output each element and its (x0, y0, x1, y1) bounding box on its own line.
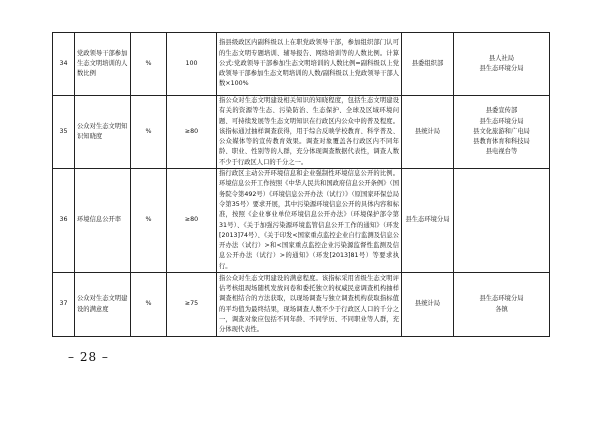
cooperating-department: 县委宣传部 (485, 107, 518, 115)
indicator-description: 指行政区主动公开环境信息和企业强制性环境信息公开的比例。环境信息公开工作按照《中华人民共和国政府信息公开条例》（国务院令第492号）《环境信息公开办法（试行）》（原国家环保总局令第35号）要求开展，其中污染源环境信息公开的具体内容和标准，按照《企业事业单位环境信息公开办法》（环境保护部令第31号）、《关于加强污染源环境监管信息公开工作的通知》（环发[2013]74号）、《关于印发<国家重点监控企业自行监测及信息公开办法（试行）>和<国家重点监控企业污染源监督性监测及信息公开办法（试行）>的通知》（环发[2013]81号）等要求执行。 (217, 169, 402, 273)
cooperating-department: 县电视台等 (485, 148, 518, 156)
row-number: 34 (53, 33, 75, 96)
indicator-table (52, 32, 550, 337)
cooperating-departments (454, 169, 550, 273)
cooperating-department: 县教育体育和科技局 (473, 138, 530, 146)
cooperating-department: 县生态环境分局 (479, 117, 524, 125)
cooperating-departments (454, 33, 550, 96)
cooperating-department: 各镇 (495, 305, 508, 313)
indicator-description: 指公众对生态文明建设相关知识的知晓程度，包括生态文明建设有关的资源等生态、污染防治、生态保护、全球及区域环境问题、可持续发展等生态文明知识在行政区内公众中的普及程度。该指标通过抽样调查获得，用于综合反映学校教育、科学普及、公众媒体等的宣传教育效果。调查对象覆盖各行政区内不同年龄、职业、性别等的人群，充分体现调查数据代表性，调查人数不少于行政区人口的千分之一。 (217, 96, 402, 169)
unit: % (131, 96, 167, 169)
indicator-name: 党政领导干部参加生态文明培训的人数比例 (75, 33, 131, 96)
target-value: ≥80 (167, 169, 217, 273)
page-number: – 28 – (68, 350, 109, 364)
lead-department: 县统计局 (402, 273, 454, 337)
table-row (53, 96, 550, 169)
unit: % (131, 273, 167, 337)
table-row (53, 273, 550, 337)
cooperating-department: 县生态环境分局 (479, 65, 524, 72)
indicator-description: 指县级政区内副科级以上在职党政领导干部，参加组织部门认可的生态文明专题培训、辅导报告、网络培训等的人数比例。计算公式:党政领导干部参加生态文明培训的人数比例=副科级以上党政领导干部参加生态文明培训的人数/副科级以上党政领导干部人数×100% (217, 33, 402, 96)
row-number: 37 (53, 273, 75, 337)
table-row (53, 33, 550, 96)
row-number: 36 (53, 169, 75, 273)
cooperating-department: 县人社局 (488, 54, 515, 62)
unit: % (131, 169, 167, 273)
indicator-description: 指公众对生态文明建设的满意程度。该指标采用省级生态文明评估考核组现场随机发放问卷和委托独立的权威民意调查机构抽样调查相结合的方法获取，以现场调查与独立调查机构获取指标值的平均值为最终结果，现场调查人数不少于行政区人口的千分之一，调查对象应包括不同年龄、不同学历、不同职业等人群，充分体现代表性。 (217, 273, 402, 337)
indicator-name: 环境信息公开率 (75, 169, 131, 273)
lead-department: 县委组织部 (402, 33, 454, 96)
table-row (53, 169, 550, 273)
row-number: 35 (53, 96, 75, 169)
target-value: ≥75 (167, 273, 217, 337)
indicator-name: 公众对生态文明知识知晓度 (75, 96, 131, 169)
cooperating-departments (454, 96, 550, 169)
cooperating-department: 县生态环境分局 (479, 295, 524, 303)
lead-department: 县生态环境分局 (402, 169, 454, 273)
lead-department: 县统计局 (402, 96, 454, 169)
indicator-name: 公众对生态文明建设的满意度 (75, 273, 131, 337)
unit: % (131, 33, 167, 96)
target-value: ≥80 (167, 96, 217, 169)
target-value: 100 (167, 33, 217, 96)
cooperating-departments (454, 273, 550, 337)
cooperating-department: 县文化旅游和广电局 (473, 127, 530, 135)
